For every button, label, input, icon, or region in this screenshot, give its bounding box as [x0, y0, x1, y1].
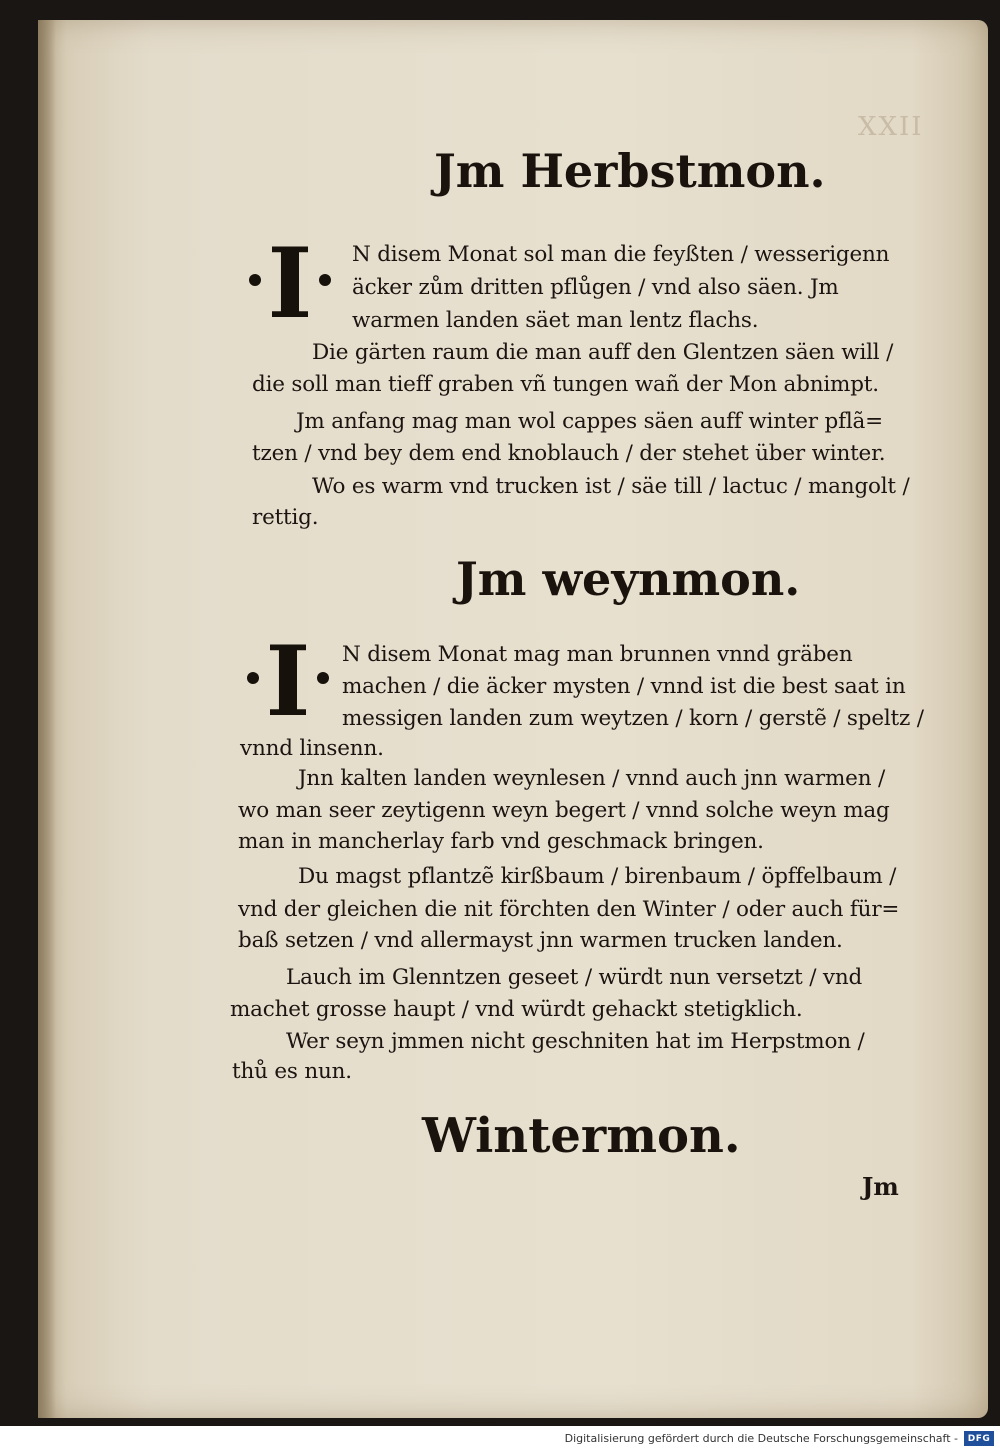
footer-bar [0, 1426, 1000, 1453]
page-gutter [38, 20, 56, 1418]
text-line: machet grosse haupt / vnd würdt gehackt stetigklich. [230, 997, 803, 1022]
text-line: Jm anfang mag man wol cappes säen auff winter pflã= [296, 409, 883, 434]
text-line: Lauch im Glenntzen geseet / würdt nun versetzt / vnd [286, 965, 863, 990]
initial-letter: I [267, 227, 313, 340]
text-line: messigen landen zum weytzen / korn / gerstẽ / speltz / [342, 706, 924, 731]
catchword: Jm [862, 1172, 899, 1201]
text-line: Du magst pflantzẽ kirßbaum / birenbaum / öpffelbaum / [298, 864, 897, 889]
text-line: thů es nun. [232, 1059, 352, 1084]
decorated-initial [257, 227, 323, 340]
text-line: tzen / vnd bey dem end knoblauch / der stehet über winter. [252, 441, 886, 466]
text-line: rettig. [252, 505, 319, 530]
section-heading-wintermon: Wintermon. [422, 1108, 741, 1164]
section-heading-herbstmon: Jm Herbstmon. [434, 144, 826, 198]
initial-ornament [249, 274, 261, 286]
text-line: baß setzen / vnd allermayst jnn warmen trucken landen. [238, 928, 843, 953]
initial-ornament [317, 672, 329, 684]
initial-ornament [319, 274, 331, 286]
text-line: Jnn kalten landen weynlesen / vnnd auch jnn warmen / [298, 766, 886, 791]
text-line: man in mancherlay farb vnd geschmack bringen. [238, 829, 764, 854]
text-line: N disem Monat mag man brunnen vnnd gräben [342, 642, 853, 667]
text-line: Wo es warm vnd trucken ist / säe till / lactuc / mangolt / [312, 474, 910, 499]
text-line: Wer seyn jmmen nicht geschniten hat im Herpstmon / [286, 1029, 865, 1054]
text-line: wo man seer zeytigenn weyn begert / vnnd solche weyn mag [238, 798, 890, 823]
dfg-logo: DFG [964, 1431, 994, 1446]
section-heading-weynmon: Jm weynmon. [456, 552, 801, 606]
text-line: vnnd linsenn. [240, 736, 384, 761]
text-line: N disem Monat sol man die feyßten / wesserigenn [352, 242, 890, 267]
text-line: machen / die äcker mysten / vnnd ist die best saat in [342, 674, 906, 699]
text-line: äcker zům dritten pflůgen / vnd also säen. Jm [352, 275, 839, 300]
text-line: vnd der gleichen die nit förchten den Winter / oder auch für= [238, 897, 900, 922]
text-line: die soll man tieff graben vñ tungen wañ der Mon abnimpt. [252, 372, 879, 397]
text-line: warmen landen säet man lentz flachs. [352, 308, 759, 333]
folio-number: XXII [858, 112, 924, 142]
initial-ornament [247, 672, 259, 684]
footer-credit: Digitalisierung gefördert durch die Deutsche Forschungsgemeinschaft - [564, 1432, 958, 1445]
initial-letter: I [265, 625, 311, 738]
decorated-initial [255, 625, 321, 738]
text-line: Die gärten raum die man auff den Glentzen säen will / [312, 340, 894, 365]
